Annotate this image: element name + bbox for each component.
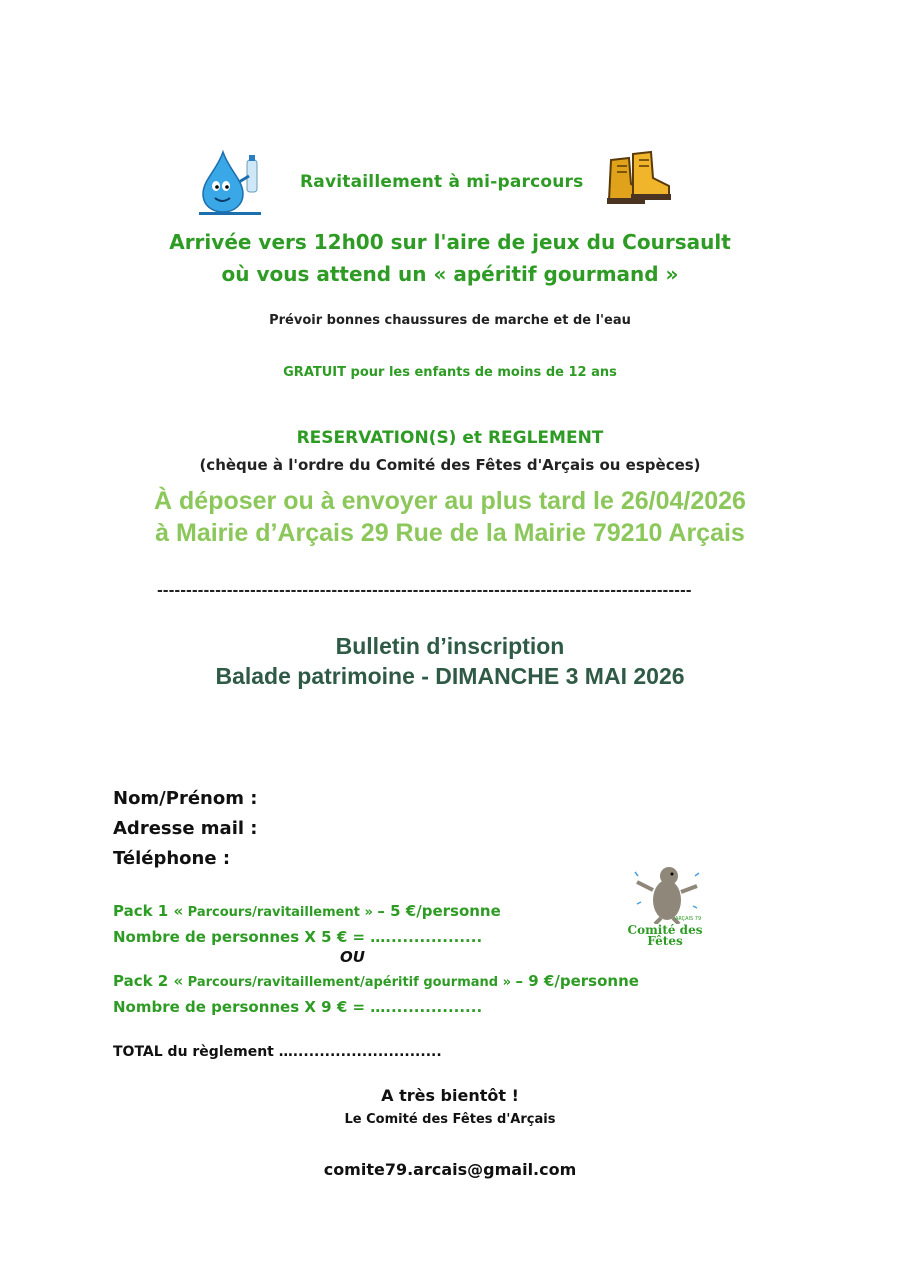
cut-line-separator: -------------------------------------------------------------------------------------------- xyxy=(157,583,692,599)
pack-2-count-line: Nombre de personnes X 9 € = …................. xyxy=(113,998,483,1016)
pack-2-name: Parcours/ravitaillement/apéritif gourmand » xyxy=(183,975,516,990)
logo-text-line-2: Fêtes xyxy=(647,934,683,948)
arrival-line-1: Arrivée vers 12h00 sur l'aire de jeux du Coursault xyxy=(169,230,731,254)
phone-field-label: Téléphone : xyxy=(113,848,231,869)
arrival-line-2: où vous attend un « apéritif gourmand » xyxy=(221,262,679,286)
email-field-label: Adresse mail : xyxy=(113,818,258,839)
free-children-note: GRATUIT pour les enfants de moins de 12 ans xyxy=(283,365,617,380)
reservation-title: RESERVATION(S) et REGLEMENT xyxy=(296,428,604,448)
form-title: Bulletin d’inscription xyxy=(335,633,565,659)
pack-1-prefix: Pack 1 « xyxy=(113,902,184,920)
signature: Le Comité des Fêtes d'Arçais xyxy=(344,1112,556,1127)
deposit-address: à Mairie d’Arçais 29 Rue de la Mairie 79210 Arçais xyxy=(155,519,745,547)
logo-small-text: ARÇAIS 79 xyxy=(675,916,702,922)
pack-1-count-line: Nombre de personnes X 5 € = …................. xyxy=(113,928,483,946)
pack-2-price: – 9 €/personne xyxy=(515,972,639,990)
committee-logo xyxy=(627,862,705,924)
refreshment-heading: Ravitaillement à mi-parcours xyxy=(300,172,584,192)
closing-greeting: A très bientôt ! xyxy=(381,1086,519,1105)
deposit-deadline: À déposer ou à envoyer au plus tard le 26/04/2026 xyxy=(154,487,746,515)
name-field-label: Nom/Prénom : xyxy=(113,788,258,809)
payment-note: (chèque à l'ordre du Comité des Fêtes d'Arçais ou espèces) xyxy=(199,456,701,474)
logo-text xyxy=(620,925,710,947)
pack-1-name: Parcours/ravitaillement » xyxy=(183,905,378,920)
water-drop-mascot-icon xyxy=(195,148,265,216)
logo-text-line-1: Comité des xyxy=(627,923,703,937)
form-subtitle: Balade patrimoine - DIMANCHE 3 MAI 2026 xyxy=(215,663,685,689)
contact-email: comite79.arcais@gmail.com xyxy=(323,1160,577,1179)
equipment-note: Prévoir bonnes chaussures de marche et de l'eau xyxy=(269,313,631,328)
total-line: TOTAL du règlement …............................ xyxy=(113,1044,442,1060)
pack-2-line xyxy=(113,972,639,990)
pack-1-price: – 5 €/personne xyxy=(377,902,501,920)
or-label: OU xyxy=(340,948,365,966)
hiking-boots-icon xyxy=(603,150,675,210)
pack-1-line xyxy=(113,902,501,920)
pack-2-prefix: Pack 2 « xyxy=(113,972,184,990)
